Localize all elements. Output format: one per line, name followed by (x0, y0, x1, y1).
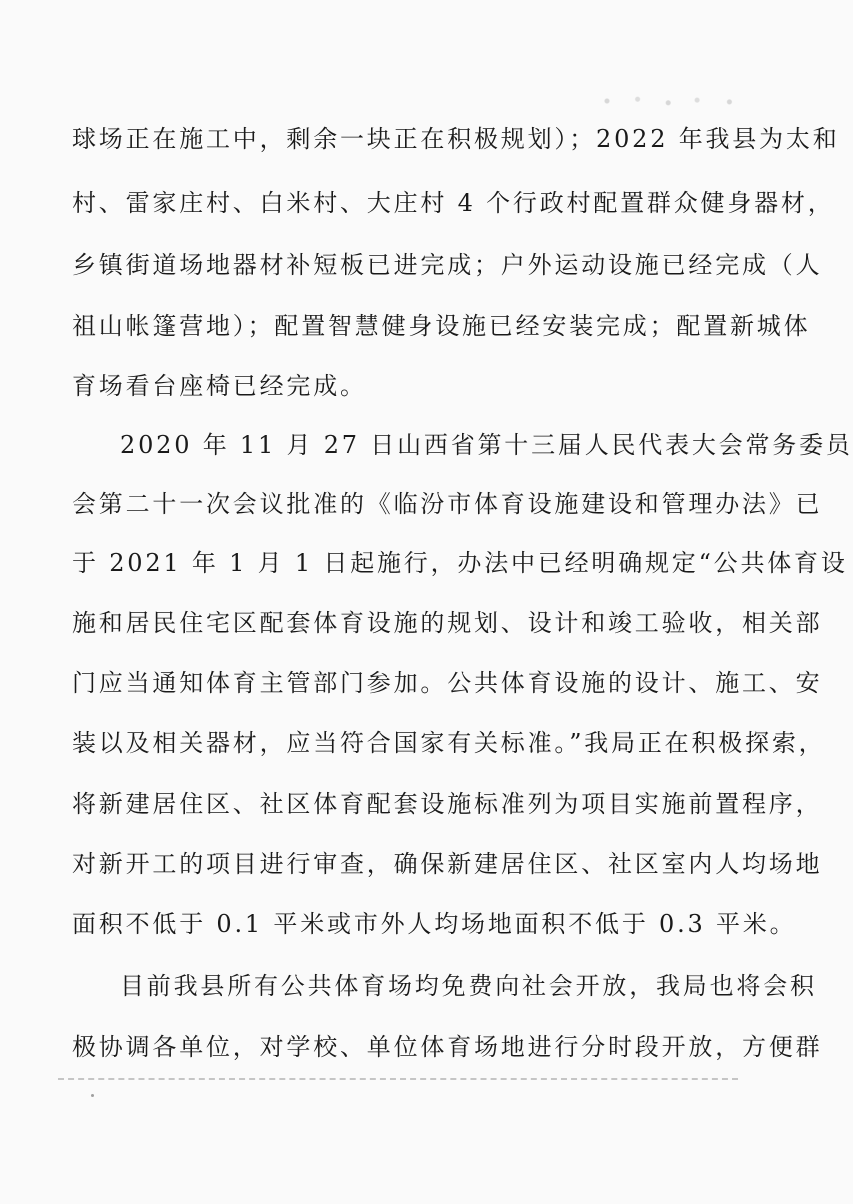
paragraph-line-3: 乡镇街道场地器材补短板已进完成；户外运动设施已经完成（人 (72, 251, 823, 279)
paragraph-line-10: 门应当通知体育主管部门参加。公共体育设施的设计、施工、安 (72, 669, 823, 697)
scan-dot (91, 1094, 94, 1097)
paragraph-line-13: 对新开工的项目进行审查，确保新建居住区、社区室内人均场地 (72, 850, 823, 878)
paragraph-line-16: 极协调各单位，对学校、单位体育场地进行分时段开放，方便群 (72, 1033, 823, 1061)
paragraph-line-7: 会第二十一次会议批准的《临汾市体育设施建设和管理办法》已 (72, 490, 823, 518)
paragraph-line-12: 将新建居住区、社区体育配套设施标准列为项目实施前置程序， (72, 790, 823, 818)
paragraph-line-6: 2020 年 11 月 27 日山西省第十三届人民代表大会常务委员 (120, 431, 853, 459)
paragraph-line-9: 施和居民住宅区配套体育设施的规划、设计和竣工验收，相关部 (72, 609, 823, 637)
page-bottom-rule (58, 1078, 738, 1080)
paragraph-line-4: 祖山帐篷营地）；配置智慧健身设施已经安装完成；配置新城体 (72, 312, 811, 340)
paragraph-line-14: 面积不低于 0.1 平米或市外人均场地面积不低于 0.3 平米。 (72, 910, 797, 938)
paragraph-line-11: 装以及相关器材，应当符合国家有关标准。”我局正在积极探索， (72, 729, 826, 757)
paragraph-line-2: 村、雷家庄村、白米村、大庄村 4 个行政村配置群众健身器材， (72, 189, 835, 217)
paragraph-line-8: 于 2021 年 1 月 1 日起施行，办法中已经明确规定“公共体育设 (72, 549, 848, 577)
paragraph-line-1: 球场正在施工中，剩余一块正在积极规划）；2022 年我县为太和 (72, 125, 840, 153)
paragraph-line-15: 目前我县所有公共体育场均免费向社会开放，我局也将会积 (120, 972, 817, 1000)
paragraph-line-5: 育场看台座椅已经完成。 (72, 372, 367, 400)
scan-noise (590, 92, 760, 110)
